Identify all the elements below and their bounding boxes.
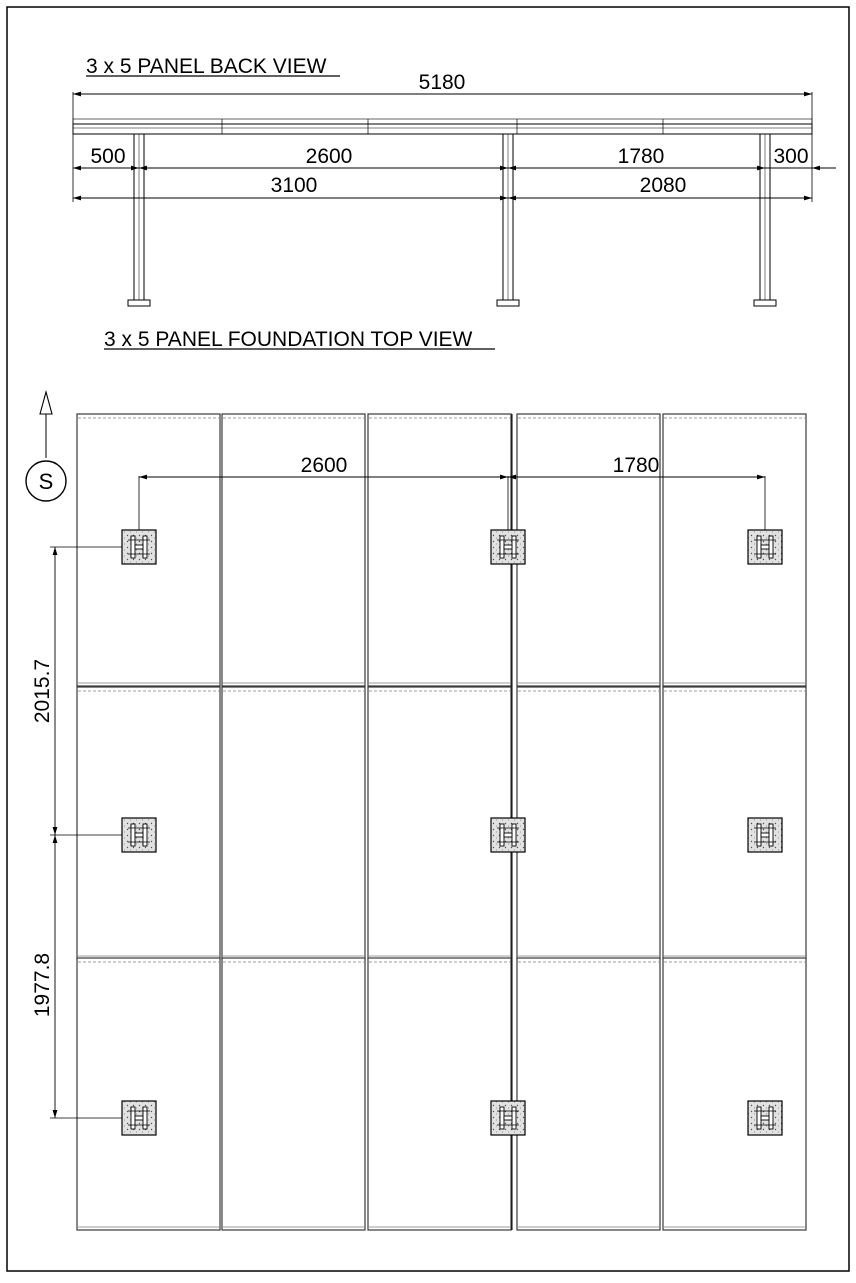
- dim-overall-label: 5180: [418, 71, 466, 94]
- top-view: [26, 328, 806, 1230]
- solar-panel: [663, 687, 806, 959]
- solar-panel: [663, 414, 806, 686]
- solar-panel: [663, 958, 806, 1230]
- dim-span-right-label: 1780: [617, 145, 665, 168]
- solar-panel: [368, 414, 511, 686]
- solar-panel: [368, 958, 511, 1230]
- top-dim-span-left-label: 2600: [300, 454, 348, 477]
- panel-grid: [77, 414, 806, 1230]
- solar-panel: [77, 958, 220, 1230]
- dim-left-overhang-label: 500: [90, 145, 126, 168]
- dim-right-total-label: 2080: [639, 174, 687, 197]
- foundation-block: [491, 1101, 525, 1135]
- post-left: [128, 134, 150, 306]
- back-view-title: 3 x 5 PANEL BACK VIEW: [86, 55, 327, 78]
- dim-right-overhang-label: 300: [773, 145, 809, 168]
- solar-panel: [222, 958, 365, 1230]
- foundation-block: [748, 1101, 782, 1135]
- foundation-block: [122, 818, 156, 852]
- foundation-block: [748, 530, 782, 564]
- panel-frame: [73, 119, 812, 124]
- foundation-block: [491, 530, 525, 564]
- post-middle: [497, 134, 519, 306]
- compass: [26, 392, 66, 501]
- compass-label: S: [38, 469, 54, 494]
- solar-panel: [517, 687, 660, 959]
- top-dim-row-spacing-upper-label: 2015.7: [31, 658, 54, 724]
- top-dim-span-right-label: 1780: [612, 454, 660, 477]
- dim-left-total-label: 3100: [270, 174, 318, 197]
- back-view: [73, 55, 836, 306]
- foundation-block: [748, 818, 782, 852]
- top-view-title: 3 x 5 PANEL FOUNDATION TOP VIEW: [104, 328, 473, 351]
- dim-span-left-label: 2600: [305, 145, 353, 168]
- panel-strip: [73, 124, 812, 134]
- foundation-block: [122, 1101, 156, 1135]
- foundation-block: [491, 818, 525, 852]
- top-dim-row-spacing-lower-label: 1977.8: [31, 952, 54, 1018]
- solar-panel: [222, 687, 365, 959]
- solar-panel: [368, 687, 511, 959]
- foundation-block: [122, 530, 156, 564]
- north-arrow-icon: [40, 392, 52, 414]
- solar-panel: [517, 958, 660, 1230]
